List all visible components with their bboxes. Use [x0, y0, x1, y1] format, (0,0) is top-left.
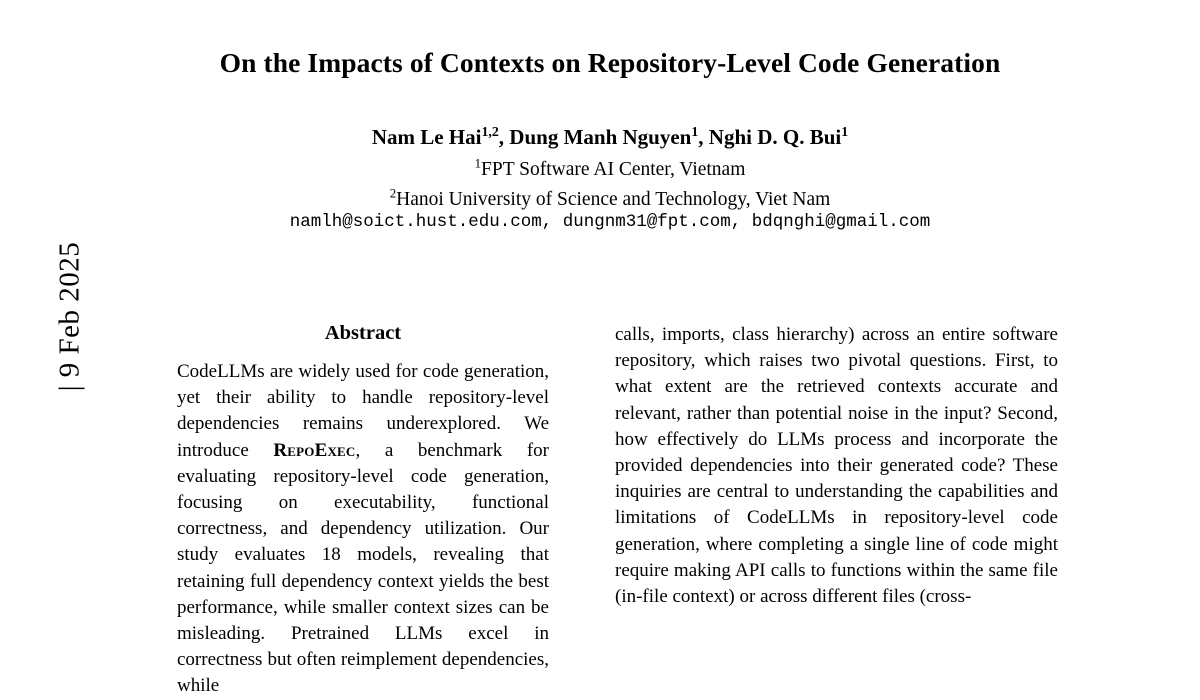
- affiliation-2-text: Hanoi University of Science and Technology, Viet Nam: [396, 189, 831, 211]
- introduction-column: [615, 322, 1058, 610]
- affiliation-2-marker: 2: [389, 186, 397, 201]
- author-3-affiliation-marker: 1: [841, 124, 849, 139]
- author-1-affiliation-marker: 1,2: [481, 124, 499, 139]
- author-3-name: Nghi D. Q. Bui: [708, 125, 842, 149]
- affiliation-1: [150, 155, 1070, 185]
- abstract-heading: Abstract: [324, 322, 402, 344]
- authors-line: Nam Le Hai$^{1,2}$, Dung Manh Nguyen$^1$, Nghi D. Q. Bui$^1$: [371, 124, 849, 149]
- abstract-paragraph: [177, 359, 549, 700]
- abstract-text-part-2: , a benchmark for evaluating repository-level code generation, focusing on executability, functional correctness, and dependency utilization. Our study evaluates 18 models, revealing that retaining full dependency context yields the best performance, while smaller context sizes can be misleading. Pretrained LLMs excel in correctness but often reimplement dependencies, while: [177, 439, 549, 697]
- author-2-name: Dung Manh Nguyen: [509, 125, 692, 149]
- affiliation-2: [150, 185, 1070, 215]
- affiliations: [150, 155, 1070, 215]
- abstract-column: [177, 322, 549, 700]
- page-title: On the Impacts of Contexts on Repository-Level Code Generation: [219, 47, 1001, 78]
- right-column-paragraph: calls, imports, class hierarchy) across an entire software repository, which raises two pivotal questions. First, to what extent are the retrieved contexts accurate and relevant, rather than potential noise in the input? Second, how effectively do LLMs process and incorporate the provided dependencies into their generated code? These inquiries are central to understanding the capabilities and limitations of CodeLLMs in repository-level code generation, where completing a single line of code might require making API calls to functions within the same file (in-file context) or across different files (cross-: [615, 324, 1058, 608]
- benchmark-name: RepoExec: [273, 439, 356, 461]
- abstract-text-part-1: CodeLLMs are widely used for code generation, yet their ability to handle repository-level dependencies remains underexplored. We introduce: [177, 361, 549, 461]
- author-1-name: Nam Le Hai: [371, 125, 482, 149]
- author-emails: namlh@soict.hust.edu.com, dungnm31@fpt.com, bdqnghi@gmail.com: [289, 212, 931, 232]
- author-2-affiliation-marker: 1: [691, 124, 699, 139]
- affiliation-1-text: FPT Software AI Center, Vietnam: [481, 159, 746, 180]
- affiliation-1-marker: 1: [474, 156, 482, 171]
- arxiv-side-stamp: | 9 Feb 2025: [53, 241, 86, 392]
